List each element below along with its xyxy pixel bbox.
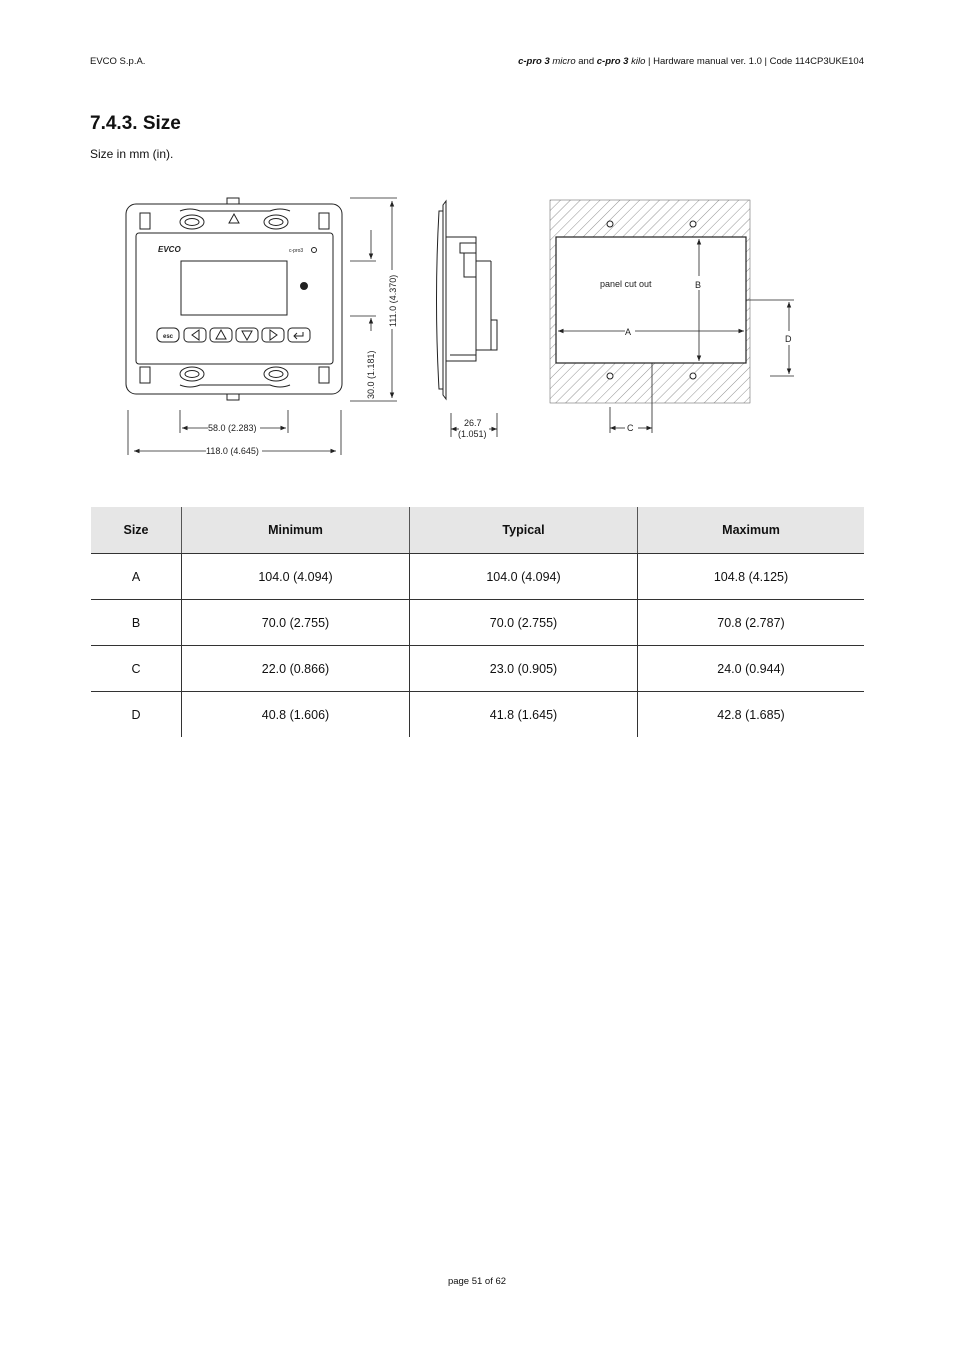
col-header-typical: Typical <box>410 507 638 554</box>
table-row <box>91 554 864 600</box>
panel-cutout-view <box>550 200 794 433</box>
side-view <box>437 201 498 399</box>
cell-minimum: 70.0 (2.755) <box>182 600 410 646</box>
cell-size: B <box>91 600 182 646</box>
cell-minimum: 22.0 (0.866) <box>182 646 410 692</box>
label-b: B <box>695 280 702 290</box>
header-manual-info: | Hardware manual ver. 1.0 | Code 114CP3UKE104 <box>645 56 864 67</box>
cell-typical: 104.0 (4.094) <box>410 554 638 600</box>
size-table <box>91 507 864 737</box>
front-brand-logo: EVCO <box>158 245 181 254</box>
section-title: 7.4.3. Size <box>90 113 181 134</box>
header-document-info <box>518 56 864 67</box>
header-product1-bold: c-pro 3 <box>518 56 550 67</box>
col-header-minimum: Minimum <box>182 507 410 554</box>
cell-size: C <box>91 646 182 692</box>
panel-cutout-label: panel cut out <box>600 279 652 289</box>
table-header-row <box>91 507 864 554</box>
dim-width-front: 118.0 (4.645) <box>206 446 259 456</box>
dim-inner-width: 58.0 (2.283) <box>208 423 257 433</box>
label-d: D <box>785 334 792 344</box>
header-product2-italic: kilo <box>628 56 646 67</box>
col-header-size: Size <box>91 507 182 554</box>
col-header-maximum: Maximum <box>638 507 865 554</box>
dim-mid-height: 30.0 (1.181) <box>366 350 376 399</box>
section-subtitle: Size in mm (in). <box>90 147 174 161</box>
table-row <box>91 692 864 738</box>
cell-maximum: 24.0 (0.944) <box>638 646 865 692</box>
cell-maximum: 70.8 (2.787) <box>638 600 865 646</box>
cell-size: D <box>131 707 141 722</box>
table-row <box>91 600 864 646</box>
cell-typical: 23.0 (0.905) <box>410 646 638 692</box>
front-model-badge: c-pro3 <box>289 248 304 254</box>
cell-minimum: 104.0 (4.094) <box>182 554 410 600</box>
front-view <box>126 198 342 400</box>
dim-depth-inches: (1.051) <box>458 429 487 439</box>
header-product1-italic: micro <box>549 56 576 67</box>
label-a: A <box>625 327 632 337</box>
cell-maximum: 42.8 (1.685) <box>638 692 865 738</box>
header-company: EVCO S.p.A. <box>90 56 146 67</box>
cell-typical: 41.8 (1.645) <box>410 692 638 738</box>
page-number: page 51 of 62 <box>447 1276 507 1287</box>
dim-depth-value: 26.7 <box>464 418 482 428</box>
esc-key-label: esc <box>163 334 174 340</box>
cell-typical: 70.0 (2.755) <box>410 600 638 646</box>
dim-height: 111.0 (4.370) <box>388 274 398 327</box>
header-product2-bold: c-pro 3 <box>596 56 629 67</box>
header-and: and <box>575 56 597 67</box>
cell-maximum: 104.8 (4.125) <box>638 554 865 600</box>
label-c: C <box>627 423 634 433</box>
cell-minimum: 40.8 (1.606) <box>182 692 410 738</box>
dimension-drawing <box>110 185 792 465</box>
table-row <box>91 646 864 692</box>
cell-size: A <box>91 554 182 600</box>
